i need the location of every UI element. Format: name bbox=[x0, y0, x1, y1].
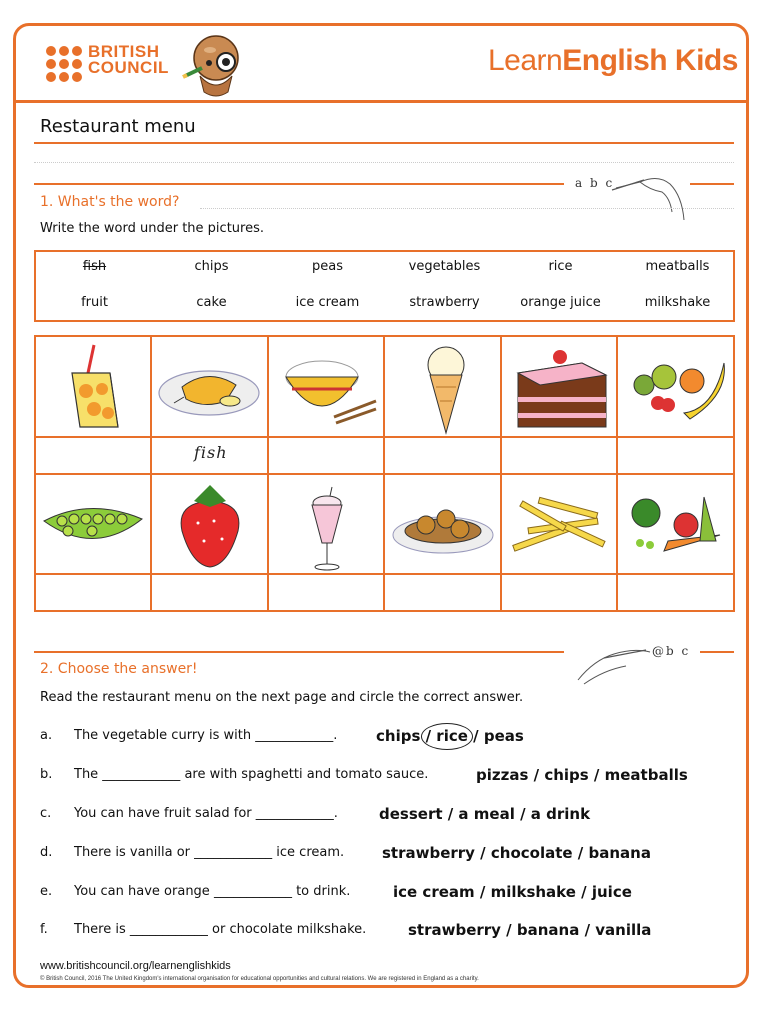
word-orange-juice: orange juice bbox=[520, 295, 601, 310]
word-bank bbox=[34, 250, 735, 322]
word-fruit: fruit bbox=[81, 295, 108, 310]
section2-rule bbox=[34, 651, 564, 653]
fish-picture bbox=[156, 357, 262, 421]
circled-answer-rice bbox=[421, 723, 473, 750]
options-d: strawberry / chocolate / banana bbox=[382, 844, 651, 862]
logo-dots-icon bbox=[46, 46, 82, 82]
header-divider bbox=[13, 100, 749, 103]
word-fish: fish bbox=[82, 259, 107, 274]
picture-grid bbox=[34, 335, 735, 612]
section1-rule-end bbox=[690, 183, 734, 185]
options-f: strawberry / banana / vanilla bbox=[408, 921, 652, 939]
strawberry-picture bbox=[174, 481, 246, 569]
section1-writing-line bbox=[200, 208, 734, 209]
fruit-picture bbox=[624, 355, 730, 425]
writing-hand-icon bbox=[610, 168, 690, 228]
section2-abc: @b c bbox=[652, 644, 691, 658]
org-name-line2: COUNCIL bbox=[88, 58, 169, 77]
word-rice: rice bbox=[548, 259, 573, 274]
ice-cream-picture bbox=[416, 341, 476, 435]
word-meatballs: meatballs bbox=[645, 259, 710, 274]
meatballs-picture bbox=[390, 497, 496, 557]
section2-rule-end bbox=[700, 651, 734, 653]
word-cake: cake bbox=[196, 295, 227, 310]
word-milkshake: milkshake bbox=[644, 295, 711, 310]
section2-heading: 2. Choose the answer! bbox=[40, 661, 198, 677]
word-chips: chips bbox=[194, 259, 229, 274]
footer-copyright: © British Council, 2016 The United Kingdom's international organisation for educational opportunities and cultural relations. We are registered in England as a charity. bbox=[40, 976, 479, 982]
chips-picture bbox=[508, 495, 612, 561]
org-name-line1: BRITISH bbox=[88, 42, 160, 61]
mascot-icon bbox=[180, 32, 252, 100]
vegetables-picture bbox=[624, 491, 728, 563]
options-a: chips / rice / peas bbox=[376, 727, 524, 745]
learnenglish-kids-logo: LearnEnglish Kids bbox=[488, 44, 738, 77]
rice-picture bbox=[274, 347, 378, 431]
options-b: pizzas / chips / meatballs bbox=[476, 766, 688, 784]
milkshake-picture bbox=[302, 485, 352, 573]
options-c: dessert / a meal / a drink bbox=[379, 805, 591, 823]
cake-picture bbox=[510, 345, 610, 433]
word-vegetables: vegetables bbox=[408, 259, 481, 274]
options-e: ice cream / milkshake / juice bbox=[393, 883, 632, 901]
word-strawberry: strawberry bbox=[409, 295, 480, 310]
writing-line bbox=[34, 162, 734, 163]
title-underline bbox=[34, 142, 734, 144]
section1-heading: 1. What's the word? bbox=[40, 194, 180, 210]
writing-hand-icon-2 bbox=[574, 630, 654, 686]
footer-url: www.britishcouncil.org/learnenglishkids bbox=[40, 960, 231, 972]
orange-juice-picture bbox=[54, 343, 134, 433]
section2-instruction: Read the restaurant menu on the next page and circle the correct answer. bbox=[40, 690, 524, 705]
peas-picture bbox=[40, 497, 146, 553]
section1-abc: a b c bbox=[575, 176, 615, 190]
section1-rule bbox=[34, 183, 564, 185]
example-answer-fish: fish bbox=[194, 443, 228, 462]
word-ice-cream: ice cream bbox=[295, 295, 360, 310]
section1-instruction: Write the word under the pictures. bbox=[40, 221, 264, 236]
page-title: Restaurant menu bbox=[40, 116, 196, 137]
word-peas: peas bbox=[312, 259, 343, 274]
